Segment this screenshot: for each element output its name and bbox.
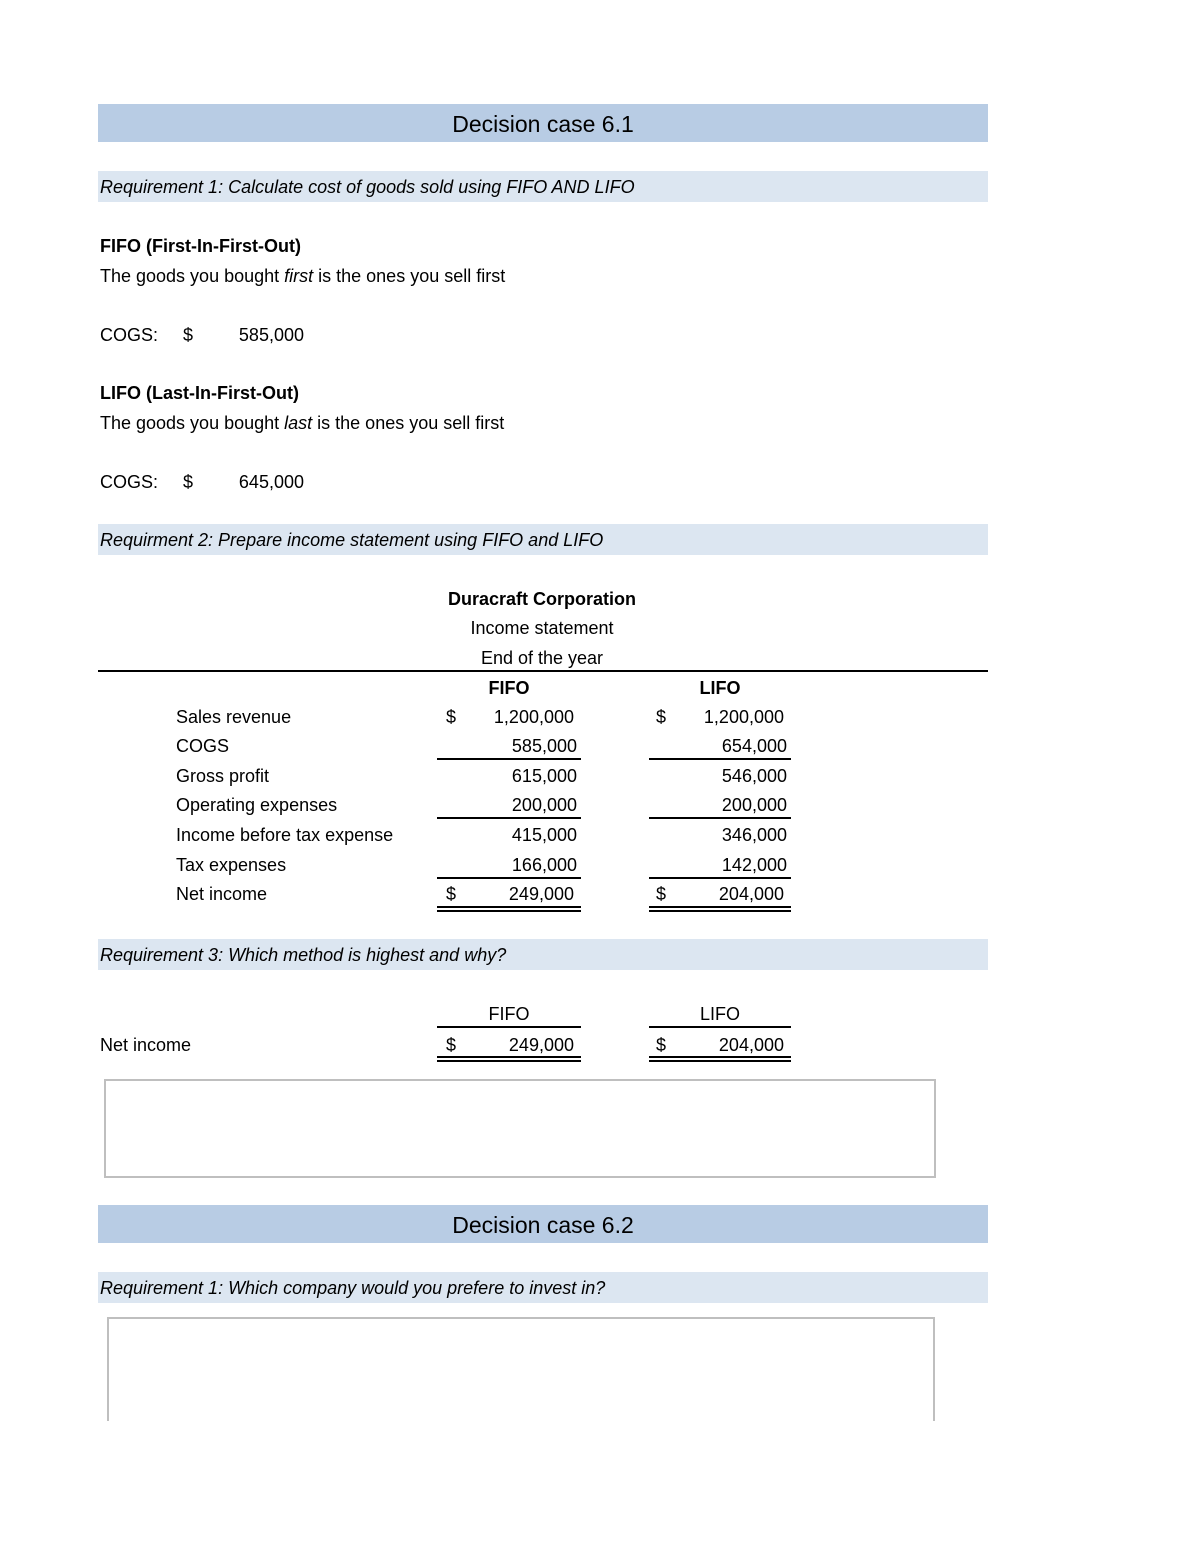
statement-row-label: Operating expenses xyxy=(176,795,338,815)
statement-row-label: Tax expenses xyxy=(176,855,287,875)
statement-lifo-currency: $ xyxy=(656,884,667,904)
statement-fifo-value: 615,000 xyxy=(511,766,577,786)
statement-subtotal-rule xyxy=(437,817,581,819)
statement-row-label: Net income xyxy=(176,884,268,904)
statement-subtotal-rule xyxy=(437,877,581,879)
page-bottom-mask xyxy=(100,1421,950,1481)
statement-fifo-value: 166,000 xyxy=(511,855,577,875)
case1-req3: Requirement 3: Which method is highest and why? xyxy=(98,939,988,970)
compare-col-lifo: LIFO xyxy=(699,1004,740,1024)
compare-header-rule xyxy=(437,1026,581,1028)
fifo-cogs-currency: $ xyxy=(183,325,194,345)
compare-lifo-value: 204,000 xyxy=(718,1035,784,1055)
fifo-cogs-value: 585,000 xyxy=(238,325,304,345)
lifo-heading: LIFO (Last-In-First-Out) xyxy=(100,383,299,403)
statement-lifo-value: 654,000 xyxy=(721,736,787,756)
statement-lifo-currency: $ xyxy=(656,707,667,727)
statement-header-rule xyxy=(98,670,988,672)
compare-fifo-value: 249,000 xyxy=(508,1035,574,1055)
statement-lifo-value: 1,200,000 xyxy=(703,707,784,727)
compare-fifo-currency: $ xyxy=(446,1035,457,1055)
compare-header-rule xyxy=(649,1026,791,1028)
statement-period: End of the year xyxy=(480,648,604,668)
statement-col-lifo: LIFO xyxy=(699,678,741,698)
lifo-cogs-label: COGS: xyxy=(100,472,159,492)
statement-fifo-value: 415,000 xyxy=(511,825,577,845)
statement-lifo-value: 204,000 xyxy=(718,884,784,904)
lifo-cogs-value: 645,000 xyxy=(238,472,304,492)
statement-name: Income statement xyxy=(470,618,614,638)
case2-title: Decision case 6.2 xyxy=(98,1205,988,1243)
statement-fifo-currency: $ xyxy=(446,884,457,904)
statement-lifo-value: 142,000 xyxy=(721,855,787,875)
case1-req1: Requirement 1: Calculate cost of goods sold using FIFO AND LIFO xyxy=(98,171,988,202)
statement-total-double-rule xyxy=(437,906,581,912)
statement-fifo-value: 1,200,000 xyxy=(493,707,574,727)
case2-req1: Requirement 1: Which company would you prefere to invest in? xyxy=(98,1272,988,1303)
lifo-cogs-currency: $ xyxy=(183,472,194,492)
statement-company: Duracraft Corporation xyxy=(447,589,636,609)
statement-total-double-rule xyxy=(649,906,791,912)
statement-subtotal-rule xyxy=(437,758,581,760)
statement-subtotal-rule xyxy=(649,877,791,879)
compare-lifo-currency: $ xyxy=(656,1035,667,1055)
statement-lifo-value: 546,000 xyxy=(721,766,787,786)
statement-subtotal-rule xyxy=(649,758,791,760)
compare-label: Net income xyxy=(100,1035,192,1055)
statement-subtotal-rule xyxy=(649,817,791,819)
statement-row-label: COGS xyxy=(176,736,230,756)
fifo-description: The goods you bought first is the ones you sell first xyxy=(100,266,506,286)
statement-row-label: Sales revenue xyxy=(176,707,292,727)
case1-req2: Requirment 2: Prepare income statement using FIFO and LIFO xyxy=(98,524,988,555)
statement-row-label: Income before tax expense xyxy=(176,825,394,845)
lifo-description: The goods you bought last is the ones you sell first xyxy=(100,413,505,433)
statement-fifo-value: 585,000 xyxy=(511,736,577,756)
statement-fifo-value: 249,000 xyxy=(508,884,574,904)
case1-title: Decision case 6.1 xyxy=(98,104,988,142)
compare-col-fifo: FIFO xyxy=(488,1004,530,1024)
statement-fifo-value: 200,000 xyxy=(511,795,577,815)
statement-row-label: Gross profit xyxy=(176,766,270,786)
compare-total-double-rule xyxy=(437,1056,581,1062)
statement-fifo-currency: $ xyxy=(446,707,457,727)
statement-col-fifo: FIFO xyxy=(488,678,530,698)
case1-answer-box[interactable] xyxy=(104,1079,936,1178)
statement-lifo-value: 200,000 xyxy=(721,795,787,815)
compare-total-double-rule xyxy=(649,1056,791,1062)
fifo-cogs-label: COGS: xyxy=(100,325,159,345)
statement-lifo-value: 346,000 xyxy=(721,825,787,845)
fifo-heading: FIFO (First-In-First-Out) xyxy=(100,236,301,256)
